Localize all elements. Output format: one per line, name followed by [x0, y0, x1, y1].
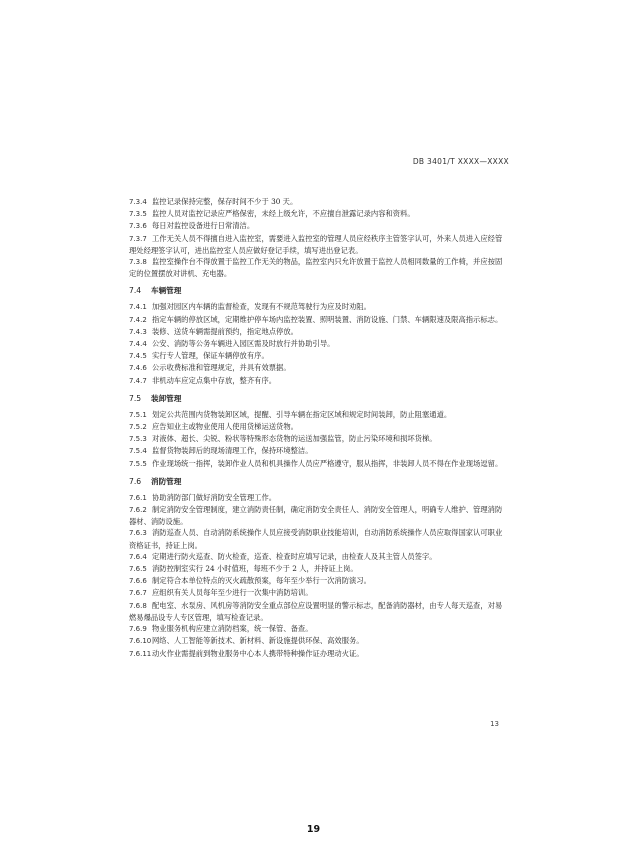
clause — [129, 421, 509, 433]
clause — [129, 587, 509, 599]
clause-number: 7.5.3 — [129, 435, 147, 444]
clause — [129, 362, 509, 374]
clause-text: 工作无关人员不得擅自进入监控室，需要进入监控室的管理人员应经秩序主管签字认可，外来人员进入应经管理处经理签字认可，进出监控室人员应做好登记手续，填写进出登记表。 — [129, 233, 503, 255]
clause-number: 7.6.2 — [129, 506, 147, 515]
clause-text: 网络、人工智能等新技术、新材料、新设施提供环保、高效服务。 — [152, 636, 364, 646]
clause — [129, 233, 509, 256]
clause-text: 公安、消防等公务车辆进入园区需及时放行并协助引导。 — [152, 339, 335, 349]
clause-text: 加强对园区内车辆的监督检查，发现有不规范驾驶行为应及时劝阻。 — [152, 302, 371, 312]
section-number: 7.4 — [129, 286, 142, 296]
clause — [129, 648, 509, 660]
clause-number: 7.3.8 — [129, 258, 147, 267]
clause — [129, 256, 509, 279]
clause-text: 实行专人管理，保证车辆停放有序。 — [152, 351, 269, 361]
section-title: 车辆管理 — [151, 286, 182, 296]
clause-number: 7.6.9 — [129, 625, 147, 634]
clause — [129, 458, 509, 470]
clause-number: 7.4.5 — [129, 352, 147, 361]
clause-number: 7.4.6 — [129, 364, 147, 373]
section-number: 7.6 — [129, 476, 142, 486]
clause-number: 7.6.8 — [129, 601, 147, 610]
clause-text: 监控室操作台不得放置于监控工作无关的物品，监控室内只允许放置于监控人员相同数量的工作椅，并应按固定的位置摆放对讲机、充电器。 — [129, 257, 503, 279]
clause — [129, 623, 509, 635]
clause-text: 协助消防部门做好消防安全管理工作。 — [152, 492, 277, 502]
clause-text: 指定车辆的停放区域，定期维护停车场内监控装置、照明装置、消防设施、门禁、车辆限速及限高指示标志。 — [152, 314, 503, 324]
clause — [129, 350, 509, 362]
section-heading — [129, 285, 509, 296]
clause-number: 7.3.4 — [129, 198, 147, 206]
clause-number: 7.5.2 — [129, 423, 147, 432]
clause-text: 每日对监控设备进行日常清洁。 — [152, 221, 255, 231]
clause — [129, 433, 509, 445]
clause-number: 7.3.7 — [129, 234, 147, 243]
clause — [129, 196, 509, 208]
clause-number: 7.5.1 — [129, 410, 147, 419]
section-title: 消防管理 — [151, 476, 182, 486]
clause — [129, 409, 509, 421]
clause — [129, 492, 509, 504]
clause-text: 作业现场统一指挥，装卸作业人员和机具操作人员应严格遵守，服从指挥，非装卸人员不得在作业现场逗留。 — [152, 458, 503, 468]
clause-number: 7.6.4 — [129, 552, 147, 561]
clause — [129, 375, 509, 387]
clause-number: 7.4.7 — [129, 376, 147, 385]
clause-number: 7.4.3 — [129, 327, 147, 336]
clause-text: 制定消防安全管理制度，建立消防责任制，确定消防安全责任人、消防安全管理人，明确专人维护、管理消防器材、消防设施。 — [129, 505, 503, 527]
section-title: 装卸管理 — [151, 393, 182, 403]
clause-number: 7.6.5 — [129, 565, 147, 574]
clause — [129, 338, 509, 350]
clause — [129, 563, 509, 575]
clause-number: 7.6.6 — [129, 577, 147, 586]
footer-page-number: 19 — [306, 824, 321, 835]
clause-text: 划定公共范围内货物装卸区域，提醒、引导车辆在指定区域和规定时间装卸，防止阻塞通道。 — [152, 409, 452, 419]
clause-text: 制定符合本单位特点的灭火疏散预案，每年至少举行一次消防演习。 — [152, 576, 371, 586]
clause-number: 7.3.6 — [129, 222, 147, 231]
clause — [129, 600, 509, 623]
clause-text: 公示收费标准和管理规定，并具有效票据。 — [152, 363, 291, 373]
clause-number: 7.4.4 — [129, 340, 147, 349]
clause — [129, 635, 509, 647]
clause-text: 监督货物装卸后的现场清理工作，保持环境整洁。 — [152, 446, 313, 456]
clause-text: 消防巡查人员、自动消防系统操作人员应接受消防职业技能培训，自动消防系统操作人员应取得国家认可职业资格证书，持证上岗。 — [129, 528, 503, 550]
document-body — [129, 196, 509, 660]
page-number: 13 — [490, 720, 499, 728]
clause — [129, 575, 509, 587]
clause — [129, 220, 509, 232]
clause-text: 物业服务机构应建立消防档案，统一保管、备查。 — [152, 624, 313, 634]
clause — [129, 326, 509, 338]
clause — [129, 551, 509, 563]
clause-number: 7.5.4 — [129, 447, 147, 456]
section-heading — [129, 393, 509, 404]
clause-number: 7.3.5 — [129, 210, 147, 219]
clause-text: 监控记录保持完整，保存时间不少于 30 天。 — [152, 197, 298, 206]
clause — [129, 504, 509, 527]
document-code: DB 3401/T XXXX—XXXX — [412, 157, 509, 166]
clause-number: 7.6.10 — [129, 637, 152, 646]
clause-number: 7.5.5 — [129, 459, 147, 468]
clause-number: 7.4.2 — [129, 315, 147, 324]
clause-number: 7.6.1 — [129, 493, 147, 502]
section-heading — [129, 476, 509, 487]
clause-text: 消防控制室实行 24 小时值班，每班不少于 2 人，并持证上岗。 — [152, 564, 358, 574]
clause-text: 应告知业主或物业使用人使用货梯运送货物。 — [152, 422, 298, 432]
clause-number: 7.6.11 — [129, 649, 152, 658]
clause-text: 装修、送货车辆需提前预约，指定地点停放。 — [152, 326, 298, 336]
clause-text: 对液体、超长、尖锐、粉状等特殊形态货物的运送加强监管，防止污染环境和损坏货梯。 — [152, 434, 437, 444]
clause — [129, 301, 509, 313]
clause-text: 非机动车应定点集中存放，整齐有序。 — [152, 375, 277, 385]
clause-number: 7.4.1 — [129, 303, 147, 312]
clause-text: 监控人员对监控记录应严格保密，未经上级允许，不应擅自泄露记录内容和资料。 — [152, 209, 415, 219]
clause-number: 7.6.7 — [129, 589, 147, 598]
clause-text: 应组织有关人员每年至少进行一次集中消防培训。 — [152, 588, 313, 598]
clause-number: 7.6.3 — [129, 529, 147, 538]
clause-text: 配电室、水泵房、风机房等消防安全重点部位应设置明显的警示标志，配备消防器材，由专人每天巡查，对易燃易爆品设专人专区管理，填写检查记录。 — [129, 600, 503, 622]
clause — [129, 445, 509, 457]
clause-text: 定期进行防火巡查、防火检查，巡查、检查时应填写记录，由检查人及其主管人员签字。 — [152, 551, 437, 561]
clause — [129, 527, 509, 550]
clause — [129, 208, 509, 220]
section-number: 7.5 — [129, 393, 142, 403]
clause — [129, 314, 509, 326]
clause-text: 动火作业需提前到物业服务中心本人携带特种操作证办理动火证。 — [152, 648, 364, 658]
